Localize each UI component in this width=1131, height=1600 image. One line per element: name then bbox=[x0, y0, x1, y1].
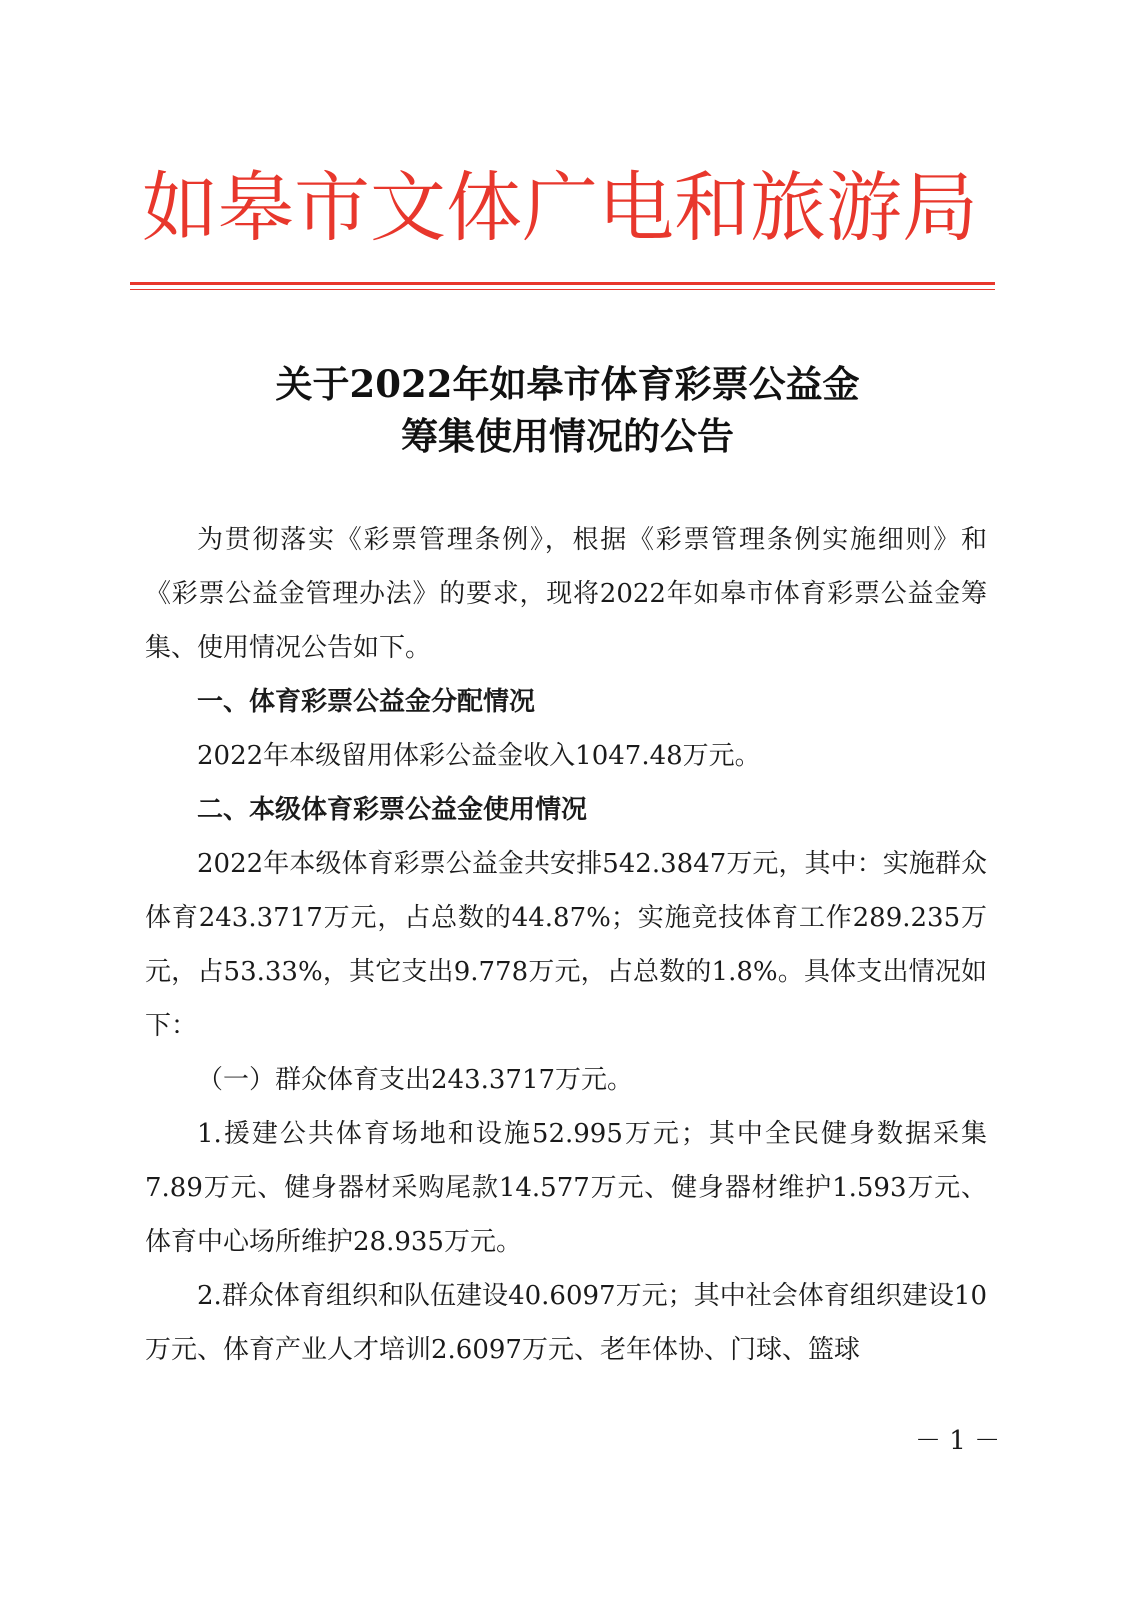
letterhead-red-rule-thin bbox=[130, 289, 995, 290]
page-number: － 1 － bbox=[915, 1426, 1001, 1456]
letterhead-organization: 如皋市文体广电和旅游局 bbox=[142, 163, 978, 252]
letterhead-red-rule bbox=[130, 282, 995, 285]
section-2-paragraph: 2022年本级体育彩票公益金共安排542.3847万元，其中：实施群众体育243.3717万元，占总数的44.87%；实施竞技体育工作289.235万元，占53.33%，其它支出9.778万元，占总数的1.8%。具体支出情况如下： bbox=[145, 849, 987, 1041]
intro-paragraph: 为贯彻落实《彩票管理条例》，根据《彩票管理条例实施细则》和《彩票公益金管理办法》的要求，现将2022年如皋市体育彩票公益金筹集、使用情况公告如下。 bbox=[145, 525, 987, 663]
item-1-paragraph: 1.援建公共体育场地和设施52.995万元；其中全民健身数据采集7.89万元、健身器材采购尾款14.577万元、健身器材维护1.593万元、体育中心场所维护28.935万元。 bbox=[145, 1119, 987, 1257]
item-2-paragraph: 2.群众体育组织和队伍建设40.6097万元；其中社会体育组织建设10万元、体育产业人才培训2.6097万元、老年体协、门球、篮球 bbox=[145, 1281, 987, 1365]
document-title-line-1: 关于2022年如皋市体育彩票公益金 bbox=[275, 362, 860, 406]
document-title-line-2: 筹集使用情况的公告 bbox=[401, 414, 734, 458]
section-heading-1: 一、体育彩票公益金分配情况 bbox=[197, 687, 536, 717]
document-body bbox=[145, 513, 987, 1377]
subsection-heading-1: （一）群众体育支出243.3717万元。 bbox=[197, 1065, 634, 1095]
section-heading-2: 二、本级体育彩票公益金使用情况 bbox=[197, 795, 588, 825]
section-1-paragraph: 2022年本级留用体彩公益金收入1047.48万元。 bbox=[197, 741, 761, 771]
